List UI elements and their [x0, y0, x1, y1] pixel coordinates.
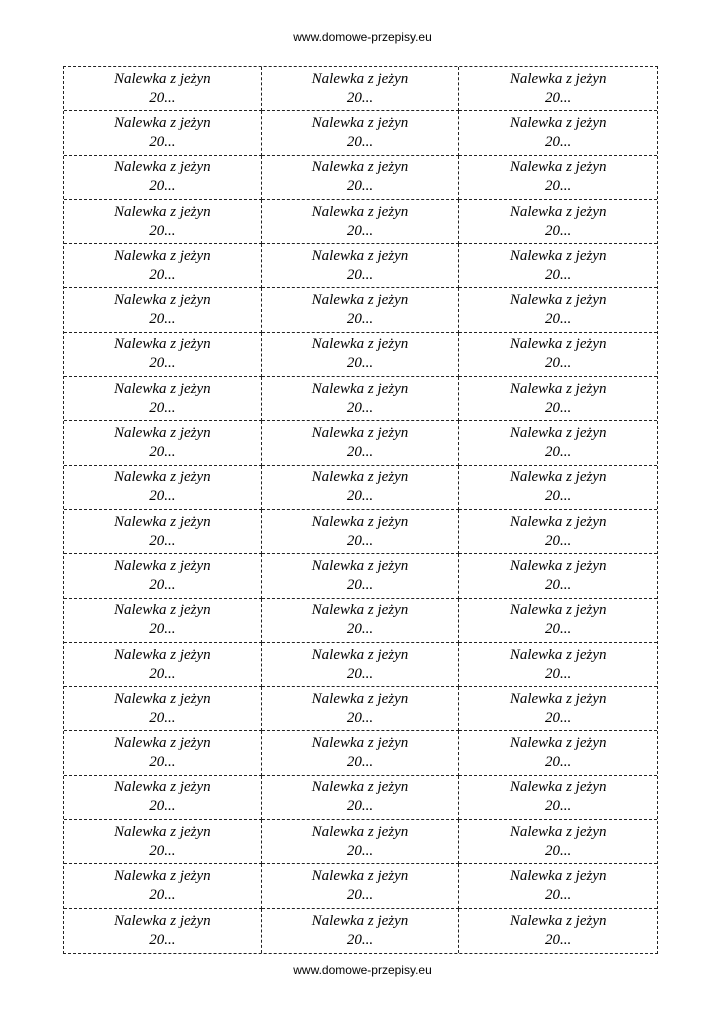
label-title: Nalewka z jeżyn: [509, 203, 607, 220]
label-title: Nalewka z jeżyn: [509, 735, 607, 752]
label-year: 20...: [346, 931, 374, 948]
label-year: 20...: [149, 266, 176, 283]
label-year: 20...: [346, 842, 374, 859]
label-year: 20...: [346, 311, 374, 328]
label-year: 20...: [149, 89, 176, 106]
label-title: Nalewka z jeżyn: [114, 602, 211, 619]
label-year: 20...: [346, 754, 374, 771]
label-year: 20...: [545, 178, 572, 195]
label-year: 20...: [346, 266, 374, 283]
label-title: Nalewka z jeżyn: [311, 602, 409, 619]
label-year: 20...: [545, 222, 572, 239]
label-cell: [64, 466, 262, 510]
label-title: Nalewka z jeżyn: [311, 690, 409, 707]
label-year: 20...: [346, 89, 374, 106]
label-year: 20...: [346, 665, 374, 682]
label-title: Nalewka z jeżyn: [114, 823, 211, 840]
label-year: 20...: [149, 444, 176, 461]
label-cell: [262, 864, 460, 908]
label-year: 20...: [545, 842, 572, 859]
label-cell: [459, 510, 657, 554]
label-cell: [64, 731, 262, 775]
label-title: Nalewka z jeżyn: [311, 203, 409, 220]
label-year: 20...: [346, 887, 374, 904]
label-title: Nalewka z jeżyn: [509, 646, 607, 663]
label-title: Nalewka z jeżyn: [311, 114, 409, 131]
label-year: 20...: [346, 178, 374, 195]
label-title: Nalewka z jeżyn: [509, 557, 607, 574]
label-title: Nalewka z jeżyn: [311, 247, 409, 264]
label-cell: [262, 156, 460, 200]
label-title: Nalewka z jeżyn: [311, 70, 409, 87]
label-year: 20...: [346, 798, 374, 815]
label-title: Nalewka z jeżyn: [311, 159, 409, 176]
label-title: Nalewka z jeżyn: [509, 292, 607, 309]
label-title: Nalewka z jeżyn: [114, 557, 211, 574]
label-title: Nalewka z jeżyn: [114, 292, 211, 309]
label-year: 20...: [545, 532, 572, 549]
label-year: 20...: [149, 887, 176, 904]
label-title: Nalewka z jeżyn: [114, 114, 211, 131]
label-title: Nalewka z jeżyn: [509, 159, 607, 176]
label-sheet: [63, 66, 658, 954]
label-cell: [262, 111, 460, 155]
label-title: Nalewka z jeżyn: [311, 380, 409, 397]
label-cell: [262, 687, 460, 731]
label-title: Nalewka z jeżyn: [311, 469, 409, 486]
label-cell: [64, 67, 262, 111]
label-title: Nalewka z jeżyn: [509, 469, 607, 486]
label-cell: [459, 731, 657, 775]
label-title: Nalewka z jeżyn: [509, 70, 607, 87]
label-cell: [262, 333, 460, 377]
label-title: Nalewka z jeżyn: [114, 247, 211, 264]
label-title: Nalewka z jeżyn: [114, 690, 211, 707]
label-year: 20...: [545, 311, 572, 328]
label-cell: [459, 156, 657, 200]
label-year: 20...: [346, 621, 374, 638]
label-year: 20...: [149, 355, 176, 372]
label-title: Nalewka z jeżyn: [311, 823, 409, 840]
label-year: 20...: [346, 222, 374, 239]
label-year: 20...: [346, 133, 374, 150]
label-title: Nalewka z jeżyn: [509, 823, 607, 840]
label-cell: [64, 820, 262, 864]
label-title: Nalewka z jeżyn: [114, 425, 211, 442]
label-title: Nalewka z jeżyn: [311, 557, 409, 574]
label-year: 20...: [149, 222, 176, 239]
label-cell: [459, 776, 657, 820]
label-cell: [459, 288, 657, 332]
label-title: Nalewka z jeżyn: [509, 247, 607, 264]
label-cell: [459, 687, 657, 731]
label-title: Nalewka z jeżyn: [509, 380, 607, 397]
label-year: 20...: [545, 887, 572, 904]
label-year: 20...: [346, 576, 374, 593]
label-cell: [262, 377, 460, 421]
label-title: Nalewka z jeżyn: [114, 203, 211, 220]
label-title: Nalewka z jeżyn: [114, 159, 211, 176]
label-year: 20...: [149, 178, 176, 195]
label-cell: [262, 820, 460, 864]
label-cell: [64, 554, 262, 598]
label-year: 20...: [545, 488, 572, 505]
label-title: Nalewka z jeżyn: [509, 114, 607, 131]
label-year: 20...: [545, 621, 572, 638]
label-cell: [459, 599, 657, 643]
label-cell: [262, 510, 460, 554]
label-cell: [64, 288, 262, 332]
label-cell: [459, 909, 657, 953]
label-cell: [64, 377, 262, 421]
label-title: Nalewka z jeżyn: [311, 336, 409, 353]
label-year: 20...: [149, 798, 176, 815]
label-cell: [262, 288, 460, 332]
label-cell: [64, 909, 262, 953]
label-cell: [459, 466, 657, 510]
label-title: Nalewka z jeżyn: [114, 336, 211, 353]
label-title: Nalewka z jeżyn: [311, 513, 409, 530]
label-title: Nalewka z jeżyn: [114, 735, 211, 752]
label-title: Nalewka z jeżyn: [114, 380, 211, 397]
label-cell: [64, 643, 262, 687]
label-year: 20...: [149, 931, 176, 948]
label-cell: [64, 599, 262, 643]
label-cell: [459, 377, 657, 421]
label-year: 20...: [545, 355, 572, 372]
label-year: 20...: [545, 89, 572, 106]
header-url: www.domowe-przepisy.eu: [293, 30, 432, 44]
label-cell: [459, 67, 657, 111]
label-title: Nalewka z jeżyn: [311, 292, 409, 309]
label-cell: [64, 244, 262, 288]
label-year: 20...: [346, 399, 374, 416]
label-title: Nalewka z jeżyn: [509, 912, 607, 929]
label-year: 20...: [545, 133, 572, 150]
label-year: 20...: [346, 488, 374, 505]
label-title: Nalewka z jeżyn: [114, 646, 211, 663]
label-cell: [459, 421, 657, 465]
label-cell: [64, 687, 262, 731]
label-cell: [262, 67, 460, 111]
label-title: Nalewka z jeżyn: [311, 735, 409, 752]
label-cell: [459, 820, 657, 864]
label-year: 20...: [545, 266, 572, 283]
label-title: Nalewka z jeżyn: [509, 602, 607, 619]
label-year: 20...: [149, 532, 176, 549]
label-cell: [64, 776, 262, 820]
label-cell: [459, 554, 657, 598]
label-cell: [262, 554, 460, 598]
label-year: 20...: [149, 621, 176, 638]
label-year: 20...: [545, 931, 572, 948]
label-title: Nalewka z jeżyn: [311, 646, 409, 663]
label-cell: [262, 244, 460, 288]
label-year: 20...: [545, 709, 572, 726]
label-cell: [64, 156, 262, 200]
label-year: 20...: [149, 709, 176, 726]
label-cell: [262, 200, 460, 244]
label-year: 20...: [545, 798, 572, 815]
label-title: Nalewka z jeżyn: [114, 779, 211, 796]
label-year: 20...: [346, 444, 374, 461]
label-cell: [459, 111, 657, 155]
label-cell: [459, 200, 657, 244]
label-cell: [459, 643, 657, 687]
label-year: 20...: [149, 488, 176, 505]
label-year: 20...: [545, 754, 572, 771]
label-cell: [459, 244, 657, 288]
label-cell: [64, 421, 262, 465]
label-cell: [262, 731, 460, 775]
label-cell: [64, 333, 262, 377]
label-cell: [262, 643, 460, 687]
label-cell: [262, 776, 460, 820]
label-year: 20...: [346, 532, 374, 549]
label-cell: [262, 909, 460, 953]
label-cell: [262, 421, 460, 465]
label-title: Nalewka z jeżyn: [509, 513, 607, 530]
label-title: Nalewka z jeżyn: [114, 513, 211, 530]
label-year: 20...: [346, 355, 374, 372]
label-title: Nalewka z jeżyn: [114, 912, 211, 929]
label-year: 20...: [149, 842, 176, 859]
footer-url: www.domowe-przepisy.eu: [293, 963, 432, 977]
label-year: 20...: [149, 311, 176, 328]
label-title: Nalewka z jeżyn: [509, 690, 607, 707]
label-title: Nalewka z jeżyn: [114, 469, 211, 486]
label-cell: [262, 466, 460, 510]
label-cell: [64, 111, 262, 155]
label-title: Nalewka z jeżyn: [311, 868, 409, 885]
label-cell: [459, 864, 657, 908]
label-title: Nalewka z jeżyn: [509, 425, 607, 442]
label-cell: [262, 599, 460, 643]
label-cell: [459, 333, 657, 377]
label-year: 20...: [545, 399, 572, 416]
label-title: Nalewka z jeżyn: [311, 912, 409, 929]
label-title: Nalewka z jeżyn: [509, 336, 607, 353]
label-cell: [64, 864, 262, 908]
label-year: 20...: [545, 665, 572, 682]
label-cell: [64, 200, 262, 244]
label-title: Nalewka z jeżyn: [311, 779, 409, 796]
label-title: Nalewka z jeżyn: [311, 425, 409, 442]
label-year: 20...: [149, 399, 176, 416]
label-year: 20...: [545, 444, 572, 461]
label-year: 20...: [149, 133, 176, 150]
label-title: Nalewka z jeżyn: [509, 779, 607, 796]
label-year: 20...: [149, 576, 176, 593]
label-title: Nalewka z jeżyn: [509, 868, 607, 885]
label-year: 20...: [149, 754, 176, 771]
label-year: 20...: [545, 576, 572, 593]
label-cell: [64, 510, 262, 554]
label-year: 20...: [346, 709, 374, 726]
label-title: Nalewka z jeżyn: [114, 868, 211, 885]
label-title: Nalewka z jeżyn: [114, 70, 211, 87]
label-year: 20...: [149, 665, 176, 682]
